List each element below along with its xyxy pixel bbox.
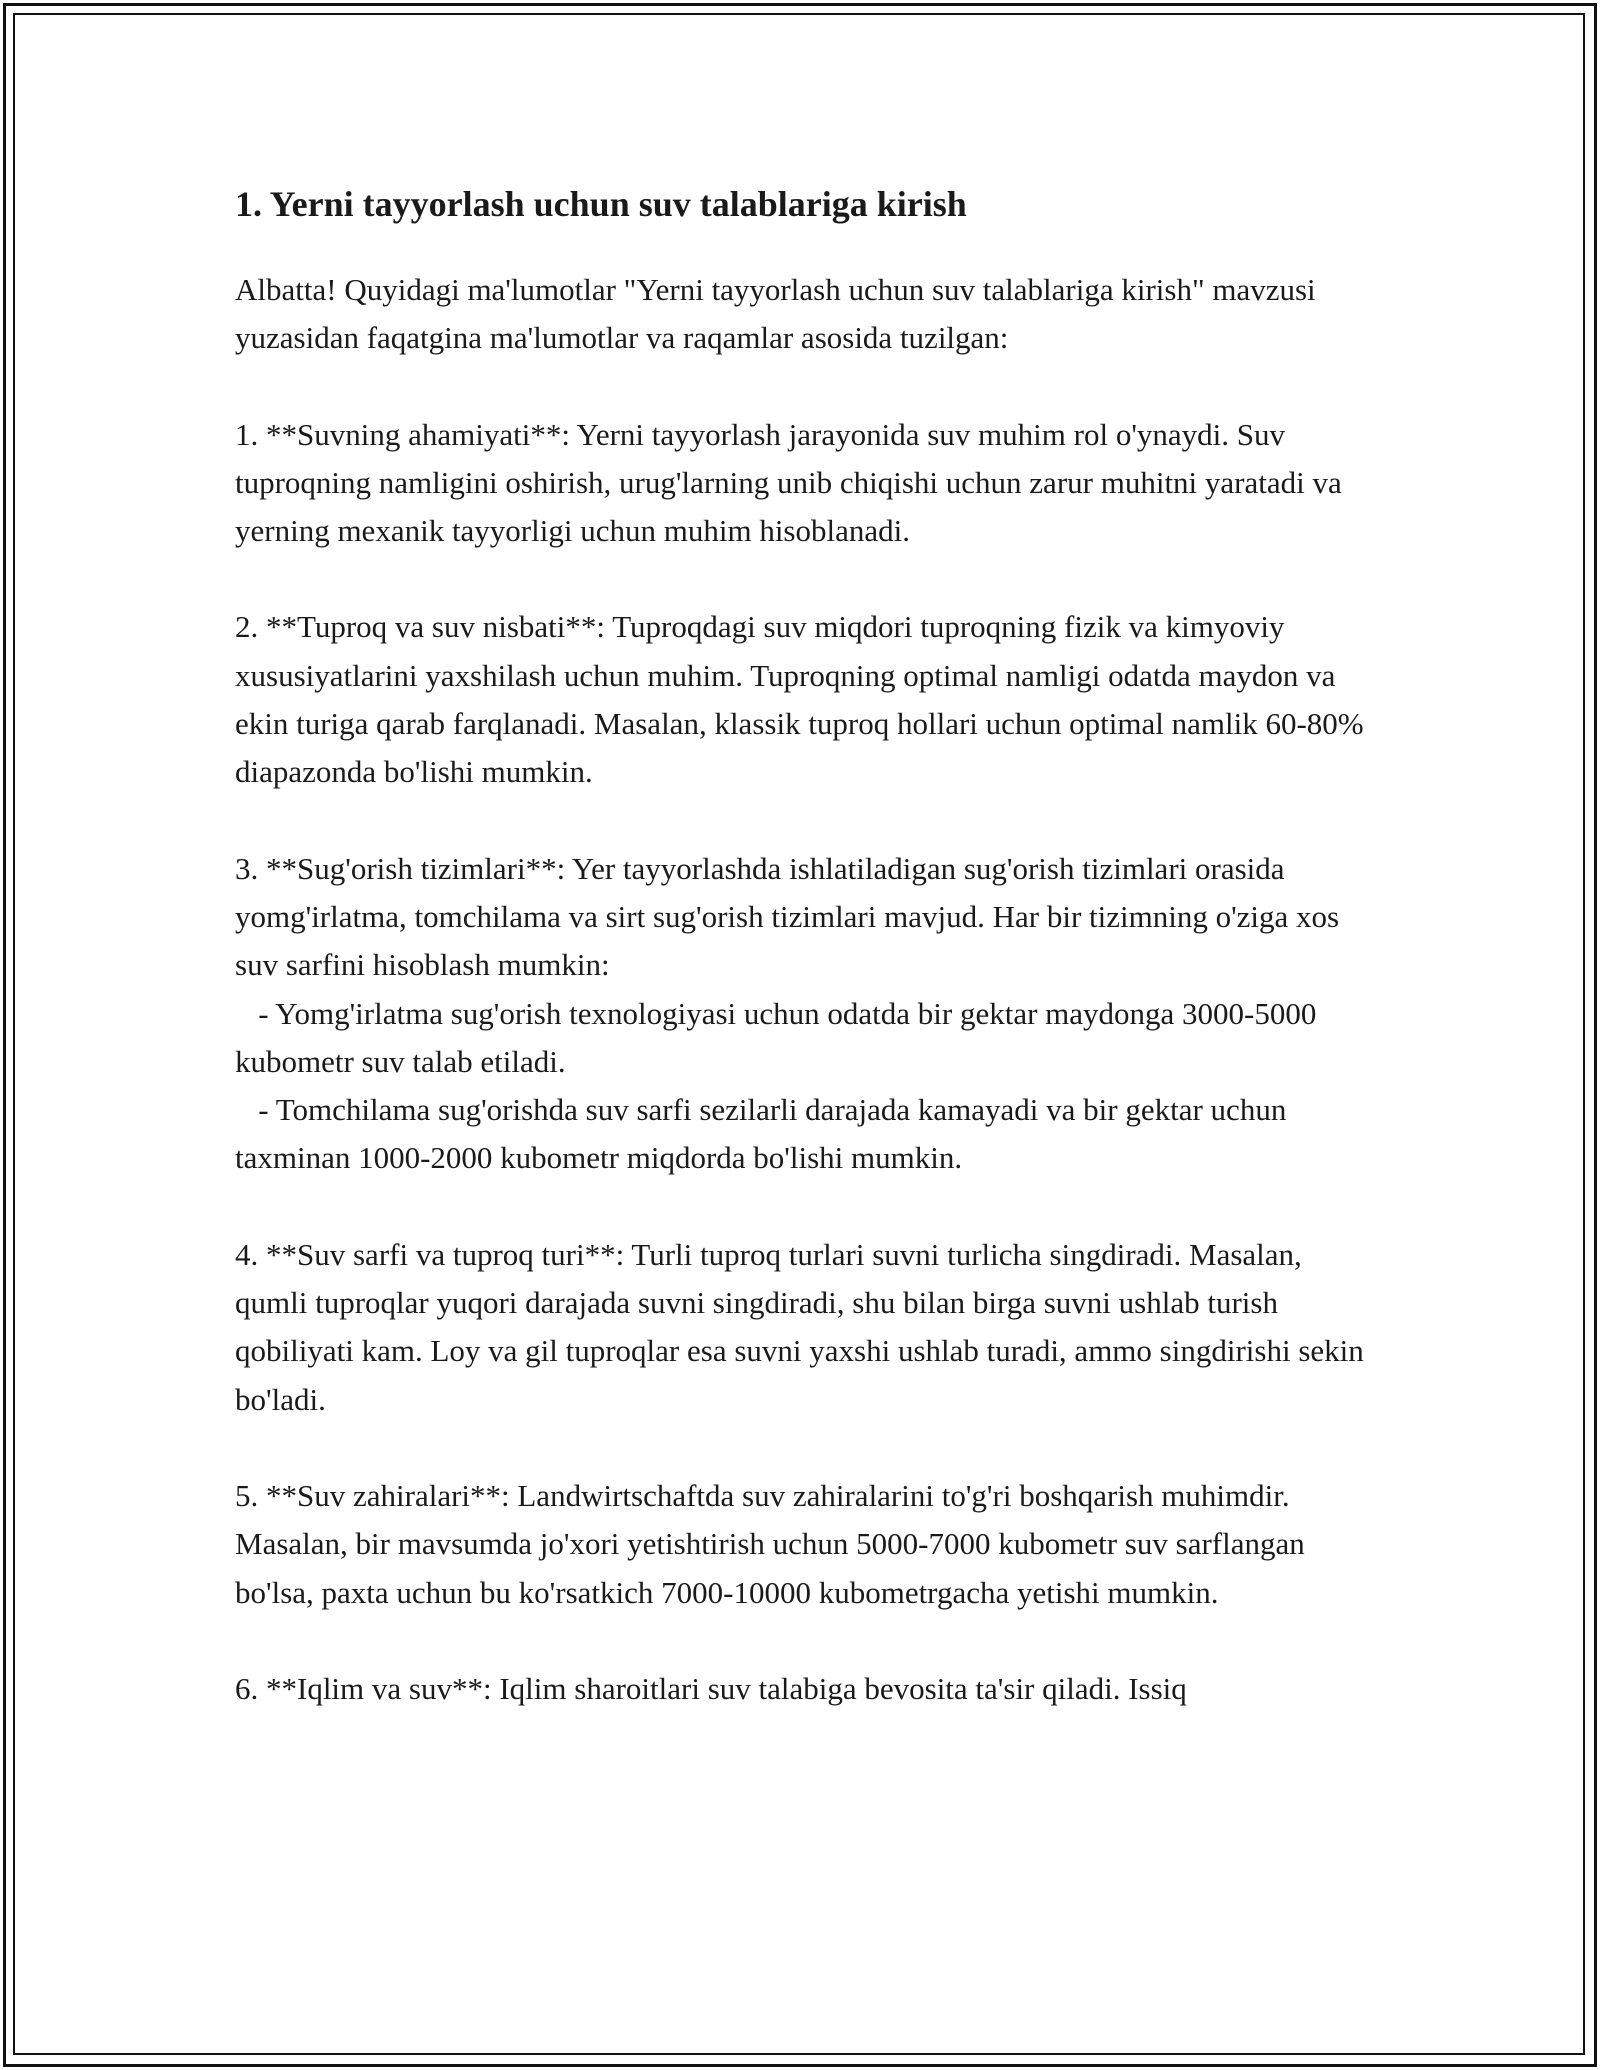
paragraph-suv-zahiralari: 5. **Suv zahiralari**: Landwirtschaftda suv zahiralarini to'g'ri boshqarish muhimdir. Masalan, bir mavsumda jo'xori yetishtirish uchun 5000-7000 kubometr suv sarflangan bo'lsa, paxta uchun bu ko'rsatkich 7000-10000 kubometrgacha yetishi mumkin. bbox=[235, 1477, 1313, 1610]
paragraph-tuproq-va-suv-nisbati: 2. **Tuproq va suv nisbati**: Tuproqdagi suv miqdori tuproqning fizik va kimyoviy xususiyatlarini yaxshilash uchun muhim. Tuproqning optimal namligi odatda maydon va ekin turiga qarab farqlanadi. Masalan, klassik tuproq hollari uchun optimal namlik 60-80% diapazonda bo'lishi mumkin. bbox=[235, 609, 1372, 790]
paragraph-suv-sarfi-va-tuproq-turi: 4. **Suv sarfi va tuproq turi**: Turli tuproq turlari suvni turlicha singdiradi. Masalan, qumli tuproqlar yuqori darajada suvni singdiradi, shu bilan birga suvni ushlab turish qobiliyati kam. Loy va gil tuproqlar esa suvni yaxshi ushlab turadi, ammo singdirishi sekin bo'ladi. bbox=[235, 1236, 1372, 1417]
paragraph-iqlim-va-suv: 6. **Iqlim va suv**: Iqlim sharoitlari suv talabiga bevosita ta'sir qiladi. Issiq bbox=[235, 1670, 1187, 1706]
paragraph-suvning-ahamiyati: 1. **Suvning ahamiyati**: Yerni tayyorlash jarayonida suv muhim rol o'ynaydi. Suv tuproqning namligini oshirish, urug'larning unib chiqishi uchun zarur muhitni yaratadi va yerning mexanik tayyorligi uchun muhim hisoblanadi. bbox=[235, 416, 1350, 549]
document-body bbox=[235, 180, 1375, 1761]
paragraph-sugorish-tizimlari: 3. **Sug'orish tizimlari**: Yer tayyorlashda ishlatiladigan sug'orish tizimlari orasida yomg'irlatma, tomchilama va sirt sug'orish tizimlari mavjud. Har bir tizimning o'ziga xos suv sarfini hisoblash mumkin: - Yomg'irlatma sug'orish texnologiyasi uchun odatda bir gektar maydonga 3000-5000 kubometr suv talab etiladi. - Tomchilama sug'orishda suv sarfi sezilarli darajada kamayadi va bir gektar uchun taxminan 1000-2000 kubometr miqdorda bo'lishi mumkin. bbox=[235, 850, 1340, 1176]
document-title: 1. Yerni tayyorlash uchun suv talablariga kirish bbox=[235, 184, 967, 224]
intro-paragraph: Albatta! Quyidagi ma'lumotlar "Yerni tayyorlash uchun suv talablariga kirish" mavzusi yuzasidan faqatgina ma'lumotlar va raqamlar asosida tuzilgan: bbox=[235, 272, 1324, 356]
